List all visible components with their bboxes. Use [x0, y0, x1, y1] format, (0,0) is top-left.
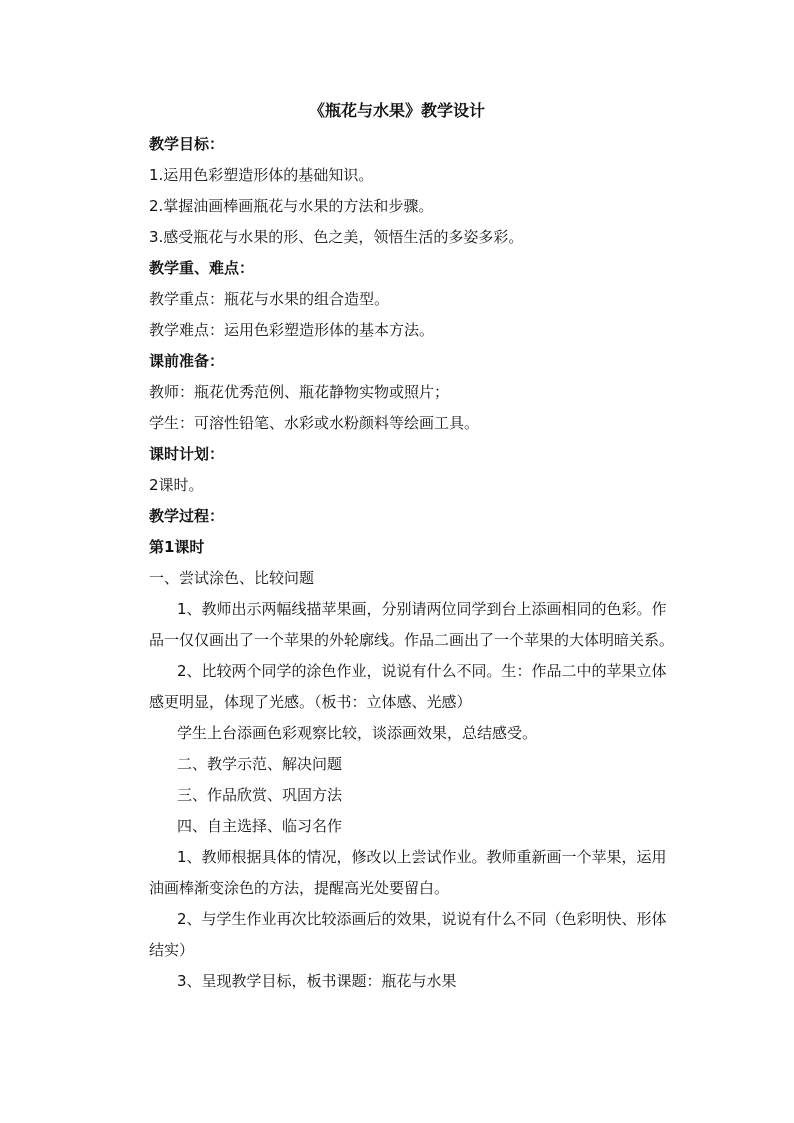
prep-heading: 课前准备： [149, 352, 225, 370]
part-4-heading: 四、自主选择、临习名作 [177, 817, 343, 835]
paragraph-1: 1、教师出示两幅线描苹果画，分别请两位同学到台上添画相同的色彩。作品一仅仅画出了一个苹果的外轮廓线。作品二画出了一个苹果的大体明暗关系。 [149, 600, 675, 649]
paragraph-2: 2、比较两个同学的涂色作业，说说有什么不同。生：作品二中的苹果立体感更明显，体现了光感。（板书：立体感、光感） [149, 662, 667, 711]
objective-2: 2.掌握油画棒画瓶花与水果的方法和步骤。 [149, 197, 434, 215]
objectives-heading: 教学目标： [149, 135, 225, 153]
teacher-prep: 教师：瓶花优秀范例、瓶花静物实物或照片； [149, 383, 450, 401]
paragraph-3: 学生上台添画色彩观察比较，谈添画效果，总结感受。 [177, 724, 538, 742]
lesson-plan-text: 2课时。 [149, 476, 204, 494]
key-points-heading: 教学重、难点： [149, 259, 255, 277]
process-heading: 教学过程： [149, 507, 225, 525]
part-1-heading: 一、尝试涂色、比较问题 [149, 569, 315, 587]
paragraph-5: 2、与学生作业再次比较添画后的效果，说说有什么不同（色彩明快、形体结实） [149, 910, 667, 959]
objective-1: 1.运用色彩塑造形体的基础知识。 [149, 166, 374, 184]
plan-heading: 课时计划： [149, 445, 225, 463]
lesson-1-heading: 第1课时 [149, 538, 205, 556]
key-point: 教学重点：瓶花与水果的组合造型。 [149, 290, 390, 308]
difficult-point: 教学难点：运用色彩塑造形体的基本方法。 [149, 321, 435, 339]
objective-3: 3.感受瓶花与水果的形、色之美，领悟生活的多姿多彩。 [149, 228, 524, 246]
document-title: 《瓶花与水果》教学设计 [308, 101, 485, 120]
paragraph-4: 1、教师根据具体的情况，修改以上尝试作业。教师重新画一个苹果，运用油画棒渐变涂色的方法，提醒高光处要留白。 [149, 848, 667, 897]
paragraph-6: 3、呈现教学目标，板书课题：瓶花与水果 [177, 972, 457, 990]
part-2-heading: 二、教学示范、解决问题 [177, 755, 343, 773]
student-prep: 学生：可溶性铅笔、水彩或水粉颜料等绘画工具。 [149, 414, 480, 432]
part-3-heading: 三、作品欣赏、巩固方法 [177, 786, 343, 804]
